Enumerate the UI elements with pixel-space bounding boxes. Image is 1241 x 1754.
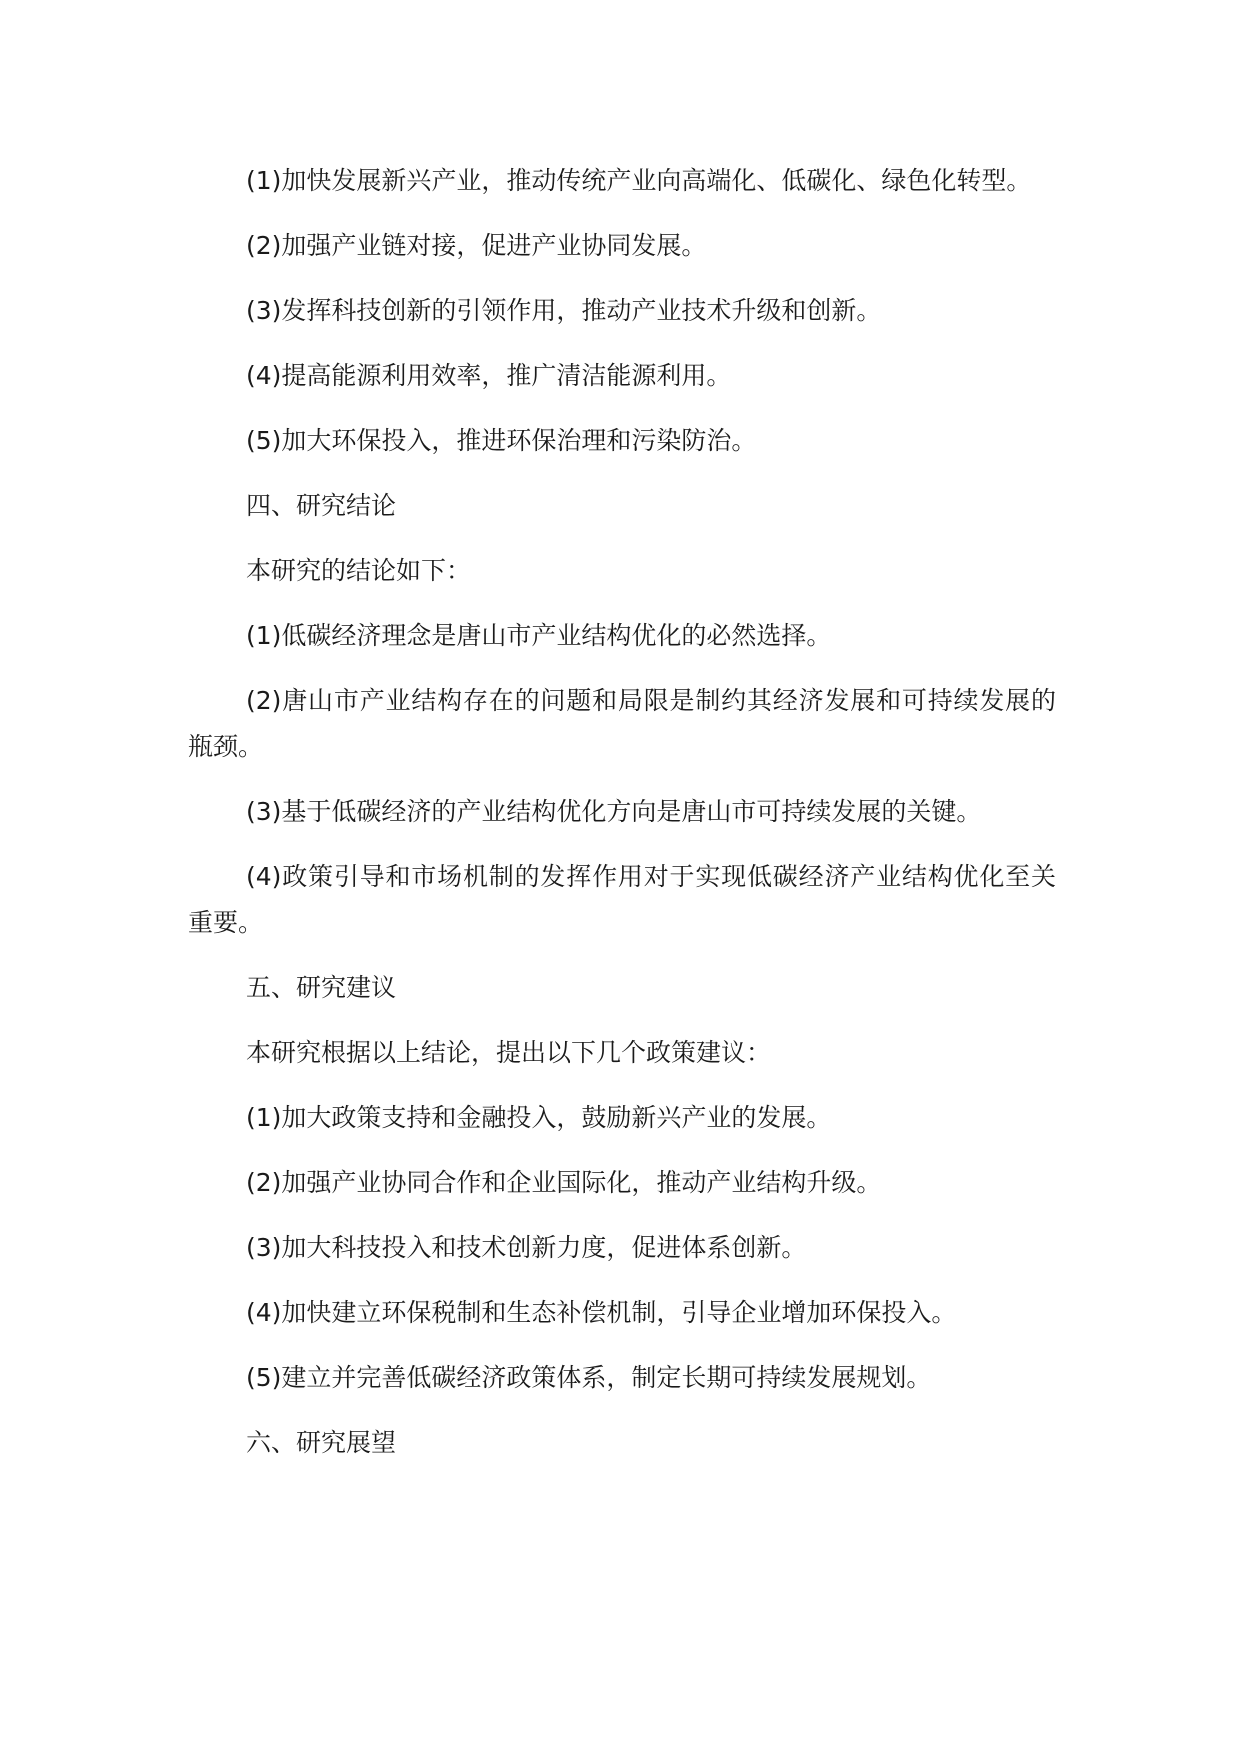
paragraph-measure-1: (1)加快发展新兴产业，推动传统产业向高端化、低碳化、绿色化转型。 bbox=[246, 166, 1032, 195]
paragraph-recommendations-intro: 本研究根据以上结论，提出以下几个政策建议： bbox=[246, 1038, 772, 1067]
paragraph-measure-2: (2)加强产业链对接，促进产业协同发展。 bbox=[246, 231, 707, 260]
paragraph-conclusion-2: (2)唐山市产业结构存在的问题和局限是制约其经济发展和可持续发展的瓶颈。 bbox=[188, 686, 1056, 761]
paragraph-recommendation-1: (1)加大政策支持和金融投入，鼓励新兴产业的发展。 bbox=[246, 1103, 832, 1132]
section-heading-outlook: 六、研究展望 bbox=[246, 1428, 397, 1457]
paragraph-recommendation-3: (3)加大科技投入和技术创新力度，促进体系创新。 bbox=[246, 1233, 807, 1262]
section-heading-recommendations: 五、研究建议 bbox=[246, 973, 397, 1002]
document-body bbox=[188, 158, 1056, 1485]
paragraph-recommendation-2: (2)加强产业协同合作和企业国际化，推动产业结构升级。 bbox=[246, 1168, 882, 1197]
paragraph-measure-5: (5)加大环保投入，推进环保治理和污染防治。 bbox=[246, 426, 757, 455]
section-heading-conclusions: 四、研究结论 bbox=[246, 491, 397, 520]
paragraph-conclusions-intro: 本研究的结论如下： bbox=[246, 556, 472, 585]
paragraph-conclusion-4: (4)政策引导和市场机制的发挥作用对于实现低碳经济产业结构优化至关重要。 bbox=[188, 862, 1056, 937]
paragraph-measure-4: (4)提高能源利用效率，推广清洁能源利用。 bbox=[246, 361, 732, 390]
paragraph-recommendation-4: (4)加快建立环保税制和生态补偿机制，引导企业增加环保投入。 bbox=[246, 1298, 957, 1327]
paragraph-recommendation-5: (5)建立并完善低碳经济政策体系，制定长期可持续发展规划。 bbox=[246, 1363, 932, 1392]
paragraph-conclusion-1: (1)低碳经济理念是唐山市产业结构优化的必然选择。 bbox=[246, 621, 832, 650]
paragraph-measure-3: (3)发挥科技创新的引领作用，推动产业技术升级和创新。 bbox=[246, 296, 882, 325]
paragraph-conclusion-3: (3)基于低碳经济的产业结构优化方向是唐山市可持续发展的关键。 bbox=[246, 797, 982, 826]
